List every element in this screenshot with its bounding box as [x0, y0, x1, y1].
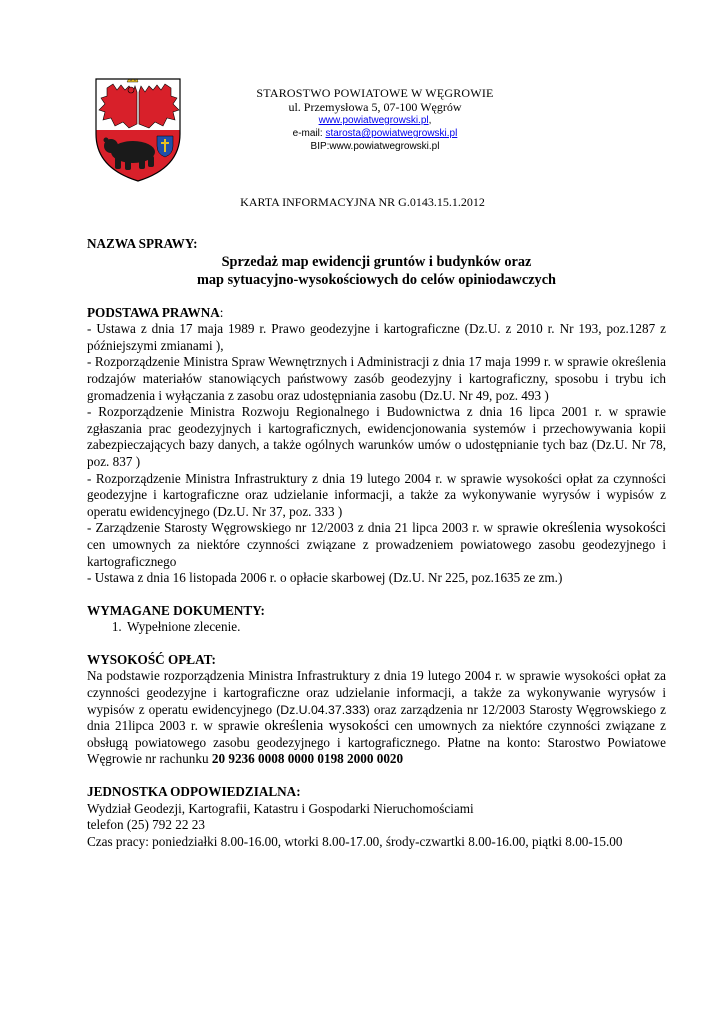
legal-basis-item: - Zarządzenie Starosty Węgrowskiego nr 12/2003 z dnia 21 lipca 2003 r. w sprawie określenia wysokości cen umownych za niektóre czynności związane z prowadzeniem powiatowego zasobu geodezyjnego i kartograficznego	[87, 520, 666, 569]
legal-basis-heading-row: PODSTAWA PRAWNA:	[87, 304, 224, 320]
fees-heading: WYSOKOŚĆ OPŁAT:	[87, 651, 216, 667]
phone-number: telefon (25) 792 22 23	[87, 817, 205, 833]
letterhead: STAROSTWO POWIATOWE W WĘGROWIE ul. Przemysłowa 5, 07-100 Węgrów www.powiatwegrowski.pl, e-mail: starosta@powiatwegrowski.pl BIP:www.powiatwegrowski.pl	[170, 86, 580, 153]
email-label: e-mail:	[292, 128, 326, 139]
document-body	[87, 236, 666, 850]
case-heading: NAZWA SPRAWY:	[87, 236, 198, 251]
legal-basis-item: - Rozporządzenie Ministra Spraw Wewnętrznych i Administracji z dnia 17 maja 1999 r. w sprawie określenia rodzajów materiałów stanowiących państwowy zasób geodezyjny i kartograficzny, sposobu i trybu ich gromadzenia i wyłączania z zasobu oraz udostępniania zasobu (Dz.U. Nr 49, poz. 493 )	[87, 354, 666, 403]
fees-text: Na podstawie rozporządzenia Ministra Infrastruktury z dnia 19 lutego 2004 r. w sprawie wysokości opłat za czynności geodezyjne i kartograficzne oraz udzielanie informacji, a także za wykonywanie wyrysów i wypisów z operatu ewidencyjnego (Dz.U.04.37.333) oraz zarządzenia nr 12/2003 Starosty Węgrowskiego z dnia 21lipca 2003 r. w sprawie określenia wysokości cen umownych za niektóre czynności związane z obsługą powiatowego zasobu geodezyjnego i kartograficznego. Płatne na konto: Starostwo Powiatowe Węgrowie nr rachunku 20 9236 0008 0000 0198 2000 0020	[87, 668, 666, 767]
legal-basis-heading: PODSTAWA PRAWNA	[87, 304, 220, 320]
case-title-line1: Sprzedaż map ewidencji gruntów i budynków oraz	[221, 253, 532, 270]
bank-account-number: 20 9236 0008 0000 0198 2000 0020	[211, 751, 404, 767]
department-name: Wydział Geodezji, Kartografii, Katastru i Gospodarki Nieruchomościami	[87, 800, 474, 816]
legal-basis-item: - Rozporządzenie Ministra Infrastruktury z dnia 19 lutego 2004 r. w sprawie wysokości opłat za czynności geodezyjne i kartograficzne oraz udzielanie informacji, a także za wykonywanie wyrysów i wypisów z operatu ewidencyjnego (Dz.U. Nr 37, poz. 333 )	[87, 470, 666, 519]
bip-address: BIP:www.powiatwegrowski.pl	[310, 141, 440, 152]
website-link[interactable]: www.powiatwegrowski.pl	[318, 115, 429, 126]
working-hours: Czas pracy: poniedziałki 8.00-16.00, wtorki 8.00-17.00, środy-czwartki 8.00-16.00, piątki 8.00-15.00	[87, 833, 623, 849]
office-address: ul. Przemysłowa 5, 07-100 Węgrów	[288, 100, 462, 114]
email-link[interactable]: starosta@powiatwegrowski.pl	[325, 128, 458, 139]
responsible-unit-heading: JEDNOSTKA ODPOWIEDZIALNA:	[87, 784, 301, 800]
legal-basis-item: - Rozporządzenie Ministra Rozwoju Regionalnego i Budownictwa z dnia 16 lipca 2001 r. w sprawie zgłaszania prac geodezyjnych i kartograficznych, ewidencjonowania systemów i przechowywania kopii zabezpieczających bazy danych, a także ogólnych warunków umów o udostępnianie tych baz (Dz.U. Nr 78, poz. 837 )	[87, 404, 666, 469]
required-docs-heading: WYMAGANE DOKUMENTY:	[87, 602, 265, 618]
required-docs-list	[87, 619, 666, 636]
office-name: STAROSTWO POWIATOWE W WĘGROWIE	[256, 86, 494, 100]
list-item: 1. Wypełnione zlecenie.	[125, 619, 666, 636]
card-number: KARTA INFORMACYJNA NR G.0143.15.1.2012	[240, 195, 485, 209]
case-title-line2: map sytuacyjno-wysokościowych do celów opiniodawczych	[196, 271, 557, 288]
legal-basis-item: - Ustawa z dnia 17 maja 1989 r. Prawo geodezyjne i kartograficzne (Dz.U. z 2010 r. Nr 193, poz.1287 z późniejszymi zmianami ),	[87, 321, 666, 353]
legal-basis-item: - Ustawa z dnia 16 listopada 2006 r. o opłacie skarbowej (Dz.U. Nr 225, poz.1635 ze zm.)	[87, 570, 563, 586]
